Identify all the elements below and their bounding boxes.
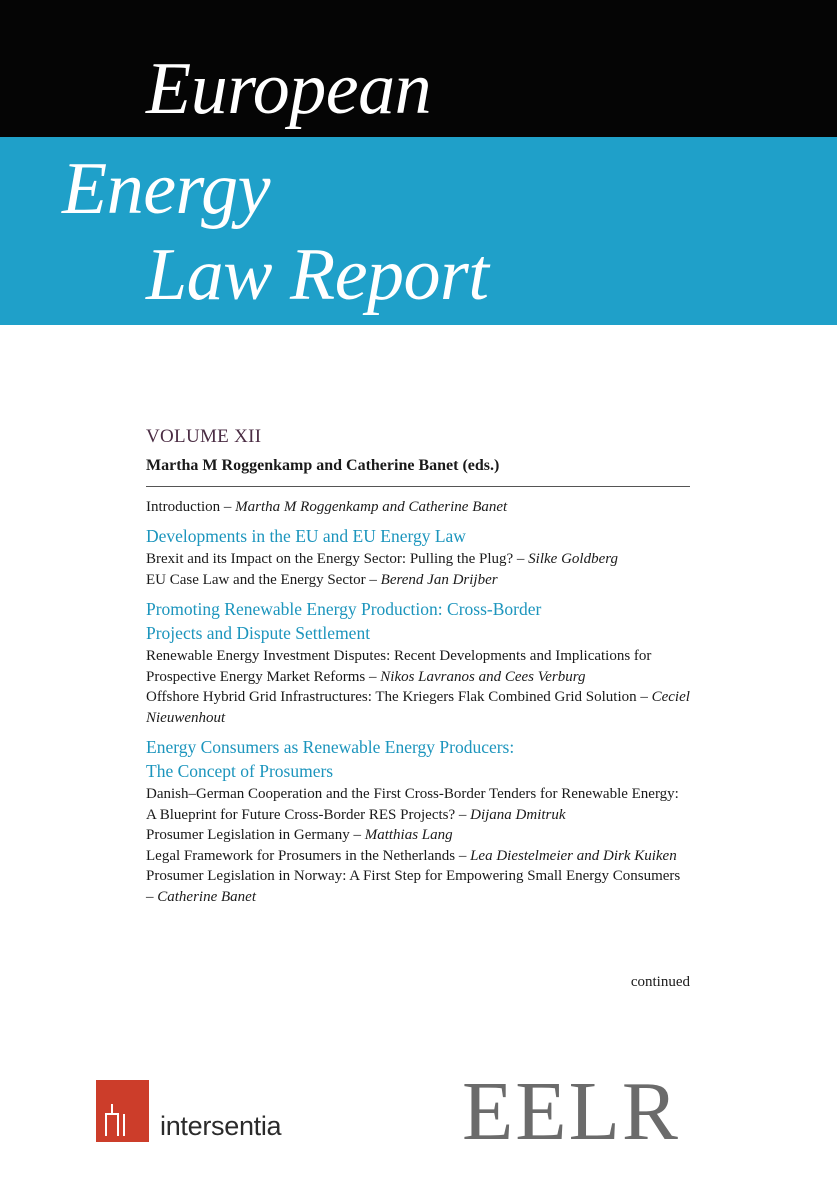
toc-section <box>146 736 690 907</box>
introduction-author: Martha M Roggenkamp and Catherine Banet <box>235 499 508 515</box>
toc-entry <box>146 866 690 907</box>
entry-title: Legal Framework for Prosumers in the Netherlands – <box>146 847 471 864</box>
toc-entry <box>146 570 690 591</box>
volume-label: VOLUME XII <box>146 426 262 447</box>
toc-entry <box>146 846 690 867</box>
introduction-title: Introduction – <box>146 499 236 515</box>
publisher-name: intersentia <box>160 1111 282 1141</box>
introduction-entry <box>146 497 690 517</box>
toc-entry <box>146 549 690 570</box>
cover-title-line-2: Energy <box>62 148 270 230</box>
entry-author: Silke Goldberg <box>528 551 619 567</box>
entry-author: Ceciel Nieuwenhout <box>146 689 690 726</box>
sections-list <box>146 525 690 907</box>
section-heading: Projects and Dispute Settlement <box>146 623 371 643</box>
entry-title: Renewable Energy Investment Disputes: Recent Developments and Implications for Prospective Energy Market Reforms – <box>146 648 652 685</box>
entry-author: Matthias Lang <box>364 827 453 843</box>
toc-section <box>146 598 690 728</box>
publisher-mark-icon <box>96 1080 149 1142</box>
entry-title: Offshore Hybrid Grid Infrastructures: The Kriegers Flak Combined Grid Solution – <box>146 689 652 705</box>
toc-entry <box>146 825 690 846</box>
toc-entry <box>146 687 690 728</box>
entry-author: Berend Jan Drijber <box>380 571 498 588</box>
entry-title: Danish–German Cooperation and the First Cross-Border Tenders for Renewable Energy: A Blueprint for Future Cross-Border RES Projects? – <box>146 786 679 823</box>
entry-author: Nikos Lavranos and Cees Verburg <box>380 668 586 685</box>
divider <box>146 486 690 487</box>
toc-entry <box>146 646 690 687</box>
publisher-logo-icon <box>96 1080 149 1142</box>
entry-title: EU Case Law and the Energy Sector – <box>146 571 381 588</box>
entry-title: Prosumer Legislation in Norway: A First Step for Empowering Small Energy Consumers – <box>146 868 681 905</box>
journal-abbreviation: EELR <box>462 1065 680 1158</box>
section-heading: The Concept of Prosumers <box>146 761 334 781</box>
table-of-contents <box>146 425 690 907</box>
cover-title-line-3: Law Report <box>146 234 489 316</box>
section-heading: Developments in the EU and EU Energy Law <box>146 526 466 546</box>
toc-section <box>146 525 690 590</box>
entry-title: Prosumer Legislation in Germany – <box>146 827 365 843</box>
editors-line: Martha M Roggenkamp and Catherine Banet (eds.) <box>146 457 500 474</box>
entry-author: Dijana Dmitruk <box>470 806 566 823</box>
cover-title-line-1: European <box>146 48 432 130</box>
toc-entry <box>146 784 690 825</box>
continued-label: continued <box>630 974 690 990</box>
section-heading: Energy Consumers as Renewable Energy Producers: <box>146 737 515 757</box>
section-heading: Promoting Renewable Energy Production: Cross-Border <box>146 599 542 619</box>
entry-author: Lea Diestelmeier and Dirk Kuiken <box>470 847 677 864</box>
entry-title: Brexit and its Impact on the Energy Sector: Pulling the Plug? – <box>146 551 529 567</box>
entry-author: Catherine Banet <box>157 888 256 905</box>
